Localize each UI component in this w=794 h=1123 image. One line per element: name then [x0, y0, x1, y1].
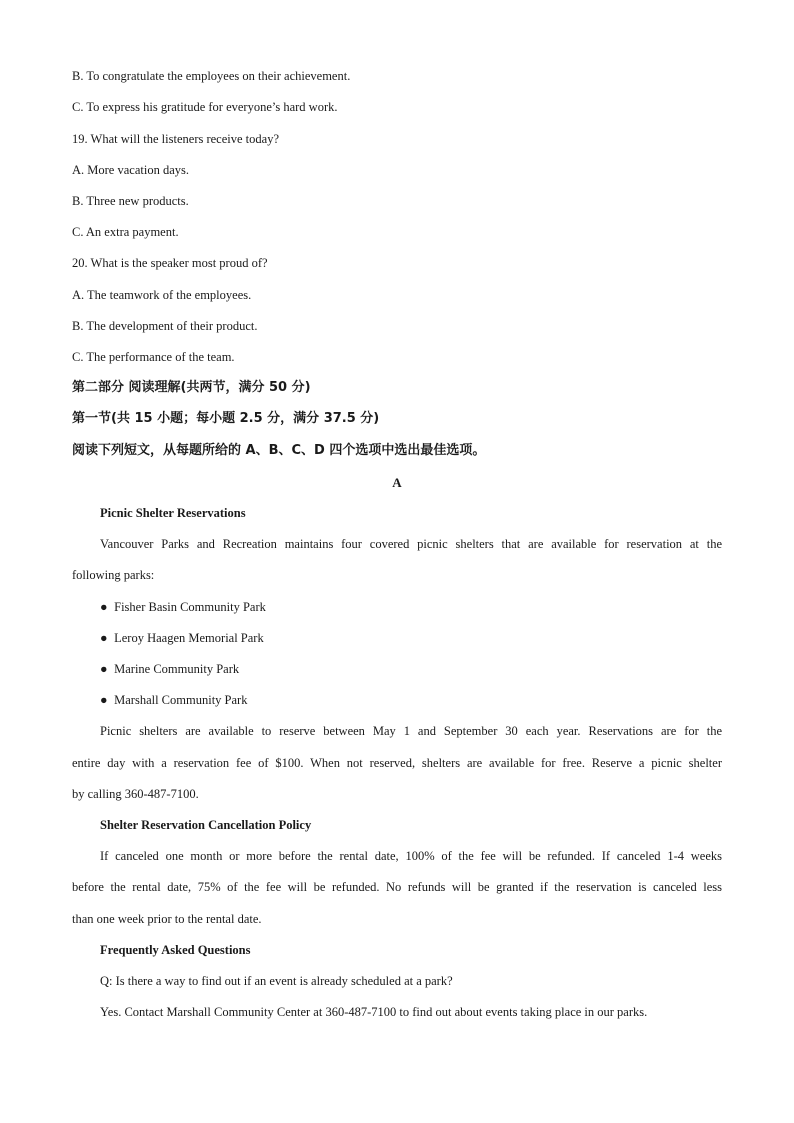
park-list-item — [100, 692, 247, 708]
bullet-icon: ● — [100, 600, 108, 614]
q20-question: 20. What is the speaker most proud of? — [72, 256, 268, 270]
bullet-icon: ● — [100, 693, 108, 707]
bullet-icon: ● — [100, 631, 108, 645]
intro-line-1: Vancouver Parks and Recreation maintains four covered picnic shelters that are available for reservation at the — [100, 537, 722, 551]
q18-option-b: B. To congratulate the employees on their achievement. — [72, 69, 351, 83]
q19-question: 19. What will the listeners receive today? — [72, 132, 279, 146]
q19-option-a: A. More vacation days. — [72, 163, 189, 177]
park-name: Marine Community Park — [114, 662, 240, 676]
park-name: Marshall Community Park — [114, 693, 248, 707]
passage-label: A — [392, 475, 402, 490]
park-list-item — [100, 630, 264, 646]
park-name: Leroy Haagen Memorial Park — [114, 631, 264, 645]
reading-instructions: 阅读下列短文，从每题所给的 A、B、C、D 四个选项中选出最佳选项。 — [72, 443, 486, 458]
part-two-heading: 第二部分 阅读理解(共两节，满分 50 分) — [72, 380, 311, 395]
q20-option-a: A. The teamwork of the employees. — [72, 288, 252, 302]
faq-title: Frequently Asked Questions — [100, 943, 251, 957]
park-name: Fisher Basin Community Park — [114, 600, 266, 614]
availability-line-2: entire day with a reservation fee of $100. When not reserved, shelters are available for free. Reserve a picnic shelter — [72, 756, 722, 770]
park-list-item — [100, 661, 239, 677]
cancellation-title: Shelter Reservation Cancellation Policy — [100, 818, 312, 832]
cancellation-line-3: than one week prior to the rental date. — [72, 912, 262, 926]
q18-option-c: C. To express his gratitude for everyone’s hard work. — [72, 100, 338, 114]
availability-line-1: Picnic shelters are available to reserve between May 1 and September 30 each year. Reservations are for the — [100, 724, 722, 738]
q20-option-b: B. The development of their product. — [72, 319, 258, 333]
bullet-icon: ● — [100, 662, 108, 676]
intro-line-2: following parks: — [72, 568, 155, 582]
availability-line-3: by calling 360-487-7100. — [72, 787, 199, 801]
passage-title: Picnic Shelter Reservations — [100, 506, 246, 520]
cancellation-line-1: If canceled one month or more before the rental date, 100% of the fee will be refunded. If canceled 1-4 weeks — [100, 849, 722, 863]
q19-option-c: C. An extra payment. — [72, 225, 179, 239]
cancellation-line-2: before the rental date, 75% of the fee will be refunded. No refunds will be granted if the reservation is canceled less — [72, 880, 722, 894]
faq-question: Q: Is there a way to find out if an event is already scheduled at a park? — [100, 974, 453, 988]
q20-option-c: C. The performance of the team. — [72, 350, 235, 364]
park-list-item — [100, 599, 266, 615]
faq-answer: Yes. Contact Marshall Community Center at 360-487-7100 to find out about events taking place in our parks. — [100, 1005, 648, 1019]
q19-option-b: B. Three new products. — [72, 194, 189, 208]
section-one-heading: 第一节(共 15 小题；每小题 2.5 分，满分 37.5 分) — [72, 411, 380, 426]
